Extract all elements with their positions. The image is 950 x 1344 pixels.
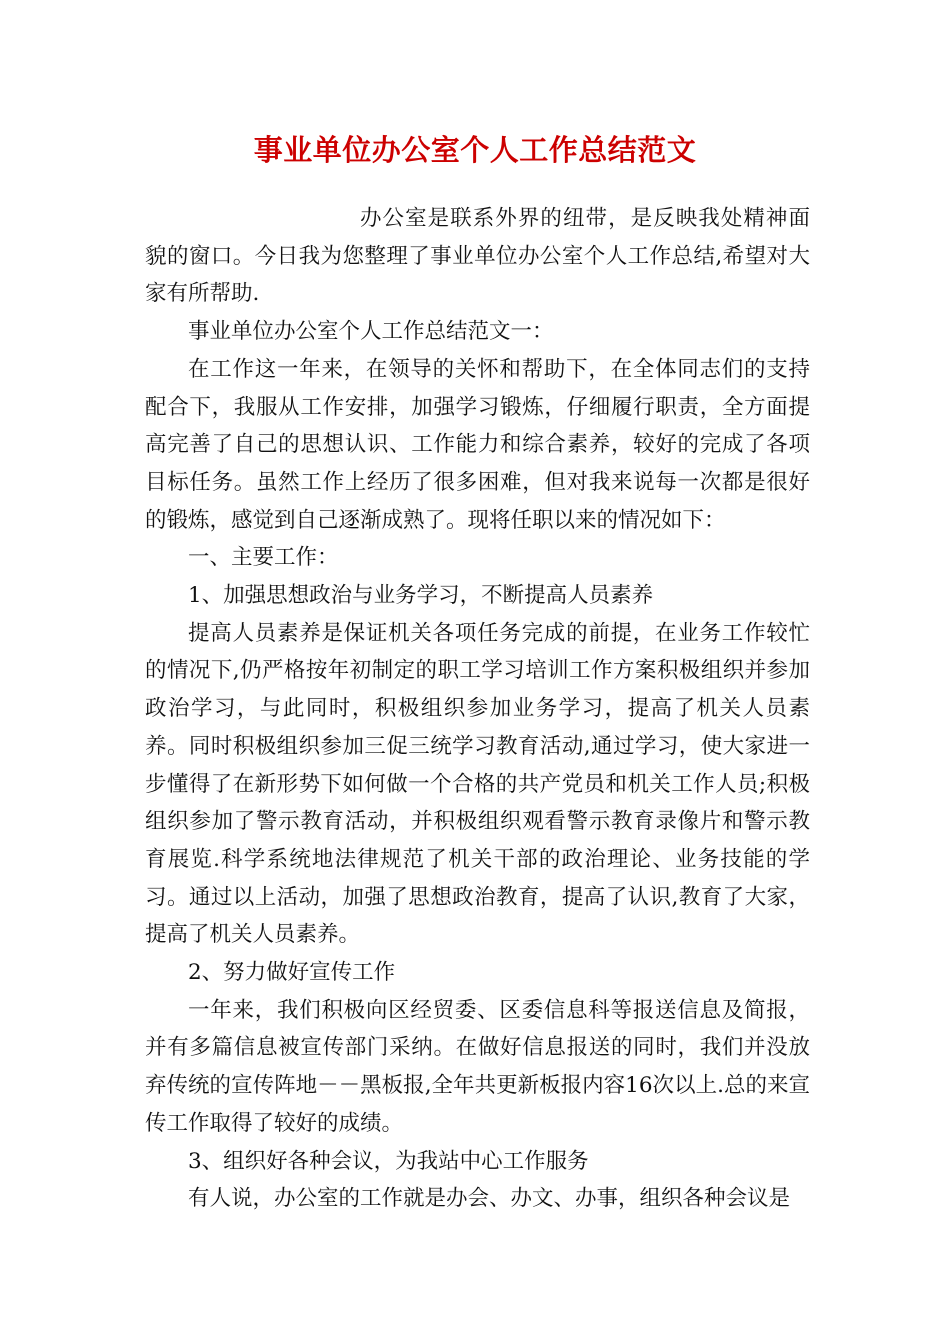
paragraph: 一年来，我们积极向区经贸委、区委信息科等报送信息及简报，并有多篇信息被宣传部门采纳。在做好信息报送的同时，我们并没放弃传统的宣传阵地－－黑板报,全年共更新板报内容16次以上.总的来宣传工作取得了较好的成绩。 <box>145 997 810 1136</box>
section-heading: 一、主要工作： <box>188 545 339 571</box>
paragraph: 提高人员素养是保证机关各项任务完成的前提，在业务工作较忙的情况下,仍严格按年初制定的职工学习培训工作方案积极组织并参加政治学习，与此同时，积极组织参加业务学习，提高了机关人员素养。同时积极组织参加三促三统学习教育活动,通过学习，使大家进一步懂得了在新形势下如何做一个合格的共产党员和机关工作人员;积极组织参加了警示教育活动，并积极组织观看警示教育录像片和警示教育展览.科学系统地法律规范了机关干部的政治理论、业务技能的学习。通过以上活动，加强了思想政治教育，提高了认识,教育了大家，提高了机关人员素养。 <box>145 620 810 948</box>
intro-paragraph: 办公室是联系外界的纽带，是反映我处精神面貌的窗口。今日我为您整理了事业单位办公室个人工作总结,希望对大家有所帮助. <box>145 206 810 307</box>
paragraph: 有人说，办公室的工作就是办会、办文、办事，组织各种会议是 <box>188 1186 791 1212</box>
subsection-heading: 1、加强思想政治与业务学习，不断提高人员素养 <box>188 583 654 609</box>
subsection-heading: 3、组织好各种会议，为我站中心工作服务 <box>188 1148 589 1174</box>
subsection-heading: 2、努力做好宣传工作 <box>188 960 396 986</box>
document-title: 事业单位办公室个人工作总结范文 <box>253 133 697 167</box>
paragraph: 在工作这一年来，在领导的关怀和帮助下，在全体同志们的支持配合下，我服从工作安排，加强学习锻炼，仔细履行职责，全方面提高完善了自己的思想认识、工作能力和综合素养，较好的完成了各项目标任务。虽然工作上经历了很多困难，但对我来说每一次都是很好的锻炼，感觉到自己逐渐成熟了。现将任职以来的情况如下： <box>145 356 810 533</box>
document-body <box>145 200 810 1218</box>
section-heading: 事业单位办公室个人工作总结范文一： <box>188 319 554 345</box>
